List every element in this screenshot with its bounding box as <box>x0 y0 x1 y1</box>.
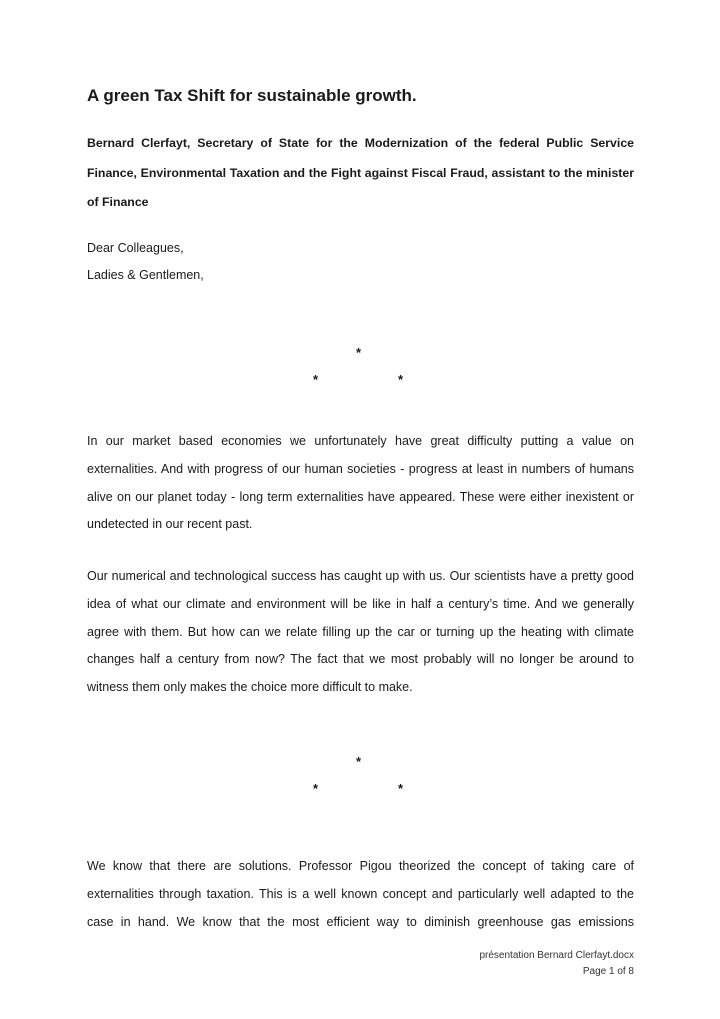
greeting-line-2: Ladies & Gentlemen, <box>87 268 204 282</box>
paragraph-3: We know that there are solutions. Professor Pigou theorized the concept of taking care of externalities through taxation. This is a well known concept and particularly well adapted to the case in hand. We know that the most efficient way to diminish greenhouse gas emissions <box>87 859 634 929</box>
paragraph-2: Our numerical and technological success has caught up with us. Our scientists have a pretty good idea of what our climate and environment will be like in half a century’s time. And we generally agree with them. But how can we relate filling up the car or turning up the heating with climate changes half a century from now? The fact that we most probably will no longer be around to witness them only makes the choice more difficult to make. <box>87 569 634 695</box>
separator-star-right: * <box>398 372 404 387</box>
footer-filename: présentation Bernard Clerfayt.docx <box>479 950 634 961</box>
separator-star-left-2: * <box>313 781 319 796</box>
greeting-line-1: Dear Colleagues, <box>87 241 184 255</box>
document-title: A green Tax Shift for sustainable growth. <box>87 86 417 105</box>
author-block: Bernard Clerfayt, Secretary of State for the Modernization of the federal Public Service Finance, Environmental Taxation and the Fight against Fiscal Fraud, assistant to the minister of Finance <box>87 136 634 209</box>
separator-star-top-2: * <box>356 754 362 769</box>
paragraph-1: In our market based economies we unfortunately have great difficulty putting a value on externalities. And with progress of our human societies - progress at least in numbers of humans alive on our planet today - long term externalities have appeared. These were either inexistent or undetected in our recent past. <box>87 434 634 532</box>
footer-page-number: Page 1 of 8 <box>582 966 634 977</box>
separator-star-top: * <box>356 345 362 360</box>
separator-star-right-2: * <box>398 781 404 796</box>
separator-star-left: * <box>313 372 319 387</box>
